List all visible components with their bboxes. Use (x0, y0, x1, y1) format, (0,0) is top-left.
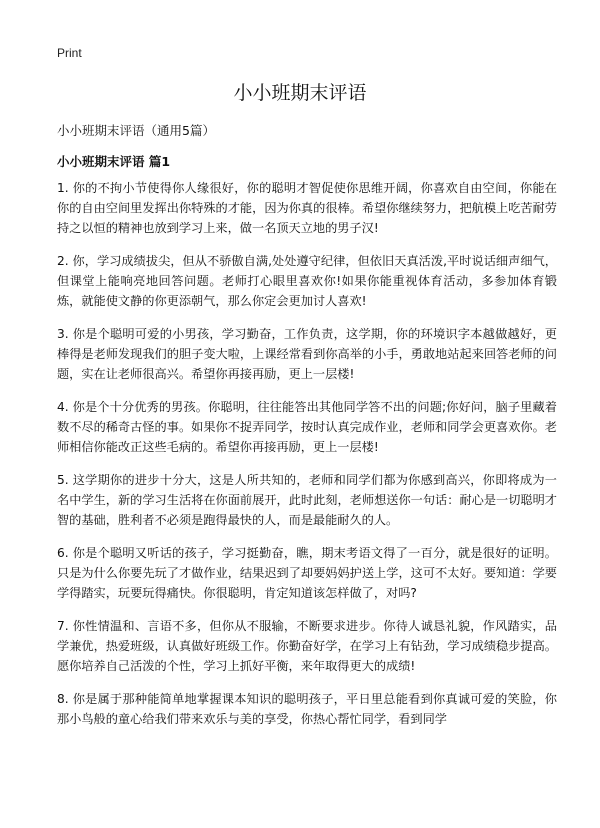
paragraph-4: 4. 你是个十分优秀的男孩。你聪明，往往能答出其他同学答不出的问题;你好问，脑子里藏着数不尽的稀奇古怪的事。如果你不捉弄同学，按时认真完成作业，老师和同学会更喜欢你。老师相信你能改正这些毛病的。希望你再接再励，更上一层楼! (57, 400, 557, 454)
section-heading: 小小班期末评语 篇1 (57, 154, 171, 169)
paragraph-6: 6. 你是个聪明又听话的孩子，学习挺勤奋，瞧，期末考语文得了一百分，就是很好的证明。只是为什么你要先玩了才做作业，结果迟到了却要妈妈护送上学，这可不太好。要知道：学要学得踏实，玩要玩得痛快。你很聪明，肯定知道该怎样做了，对吗? (57, 546, 557, 600)
paragraph-list (57, 178, 557, 742)
paragraph-1: 1. 你的不拘小节使得你人缘很好，你的聪明才智促使你思维开阔，你喜欢自由空间，你能在你的自由空间里发挥出你特殊的才能，因为你真的很棒。希望你继续努力，把航模上吃苦耐劳持之以恒的精神也放到学习上来，做一名顶天立地的男子汉! (57, 181, 557, 235)
paragraph-3: 3. 你是个聪明可爱的小男孩，学习勤奋，工作负责，这学期，你的环境识字本越做越好，更棒得是老师发现我们的胆子变大啦，上课经常看到你高举的小手，勇敢地站起来回答老师的问题，实在让老师很高兴。希望你再接再励，更上一层楼! (57, 327, 557, 381)
page-title: 小小班期末评语 (233, 82, 367, 104)
paragraph-8: 8. 你是属于那种能简单地掌握课本知识的聪明孩子，平日里总能看到你真诚可爱的笑脸，你那小鸟般的童心给我们带来欢乐与美的享受，你热心帮忙同学，看到同学 (57, 692, 557, 726)
paragraph-2: 2. 你，学习成绩拔尖，但从不骄傲自满,处处遵守纪律，但依旧天真活泼,平时说话细声细气，但课堂上能响亮地回答问题。老师打心眼里喜欢你!如果你能重视体育活动，多参加体育锻炼，就能使文静的你更添朝气，那么你定会更加讨人喜欢! (57, 254, 557, 308)
paragraph-5: 5. 这学期你的进步十分大，这是人所共知的，老师和同学们都为你感到高兴，你即将成为一名中学生，新的学习生活将在你面前展开，此时此刻，老师想送你一句话：耐心是一切聪明才智的基础，胜利者不必须是跑得最快的人，而是最能耐久的人。 (57, 473, 557, 527)
document-subtitle: 小小班期末评语（通用5篇） (57, 123, 215, 138)
paragraph-7: 7. 你性情温和、言语不多，但你从不服输，不断要求进步。你待人诚恳礼貌，作风踏实，品学兼优，热爱班级，认真做好班级工作。你勤奋好学，在学习上有钻劲，学习成绩稳步提高。愿你培养自己活泼的个性，学习上抓好平衡，来年取得更大的成绩! (57, 619, 557, 673)
print-link[interactable]: Print (57, 46, 82, 60)
